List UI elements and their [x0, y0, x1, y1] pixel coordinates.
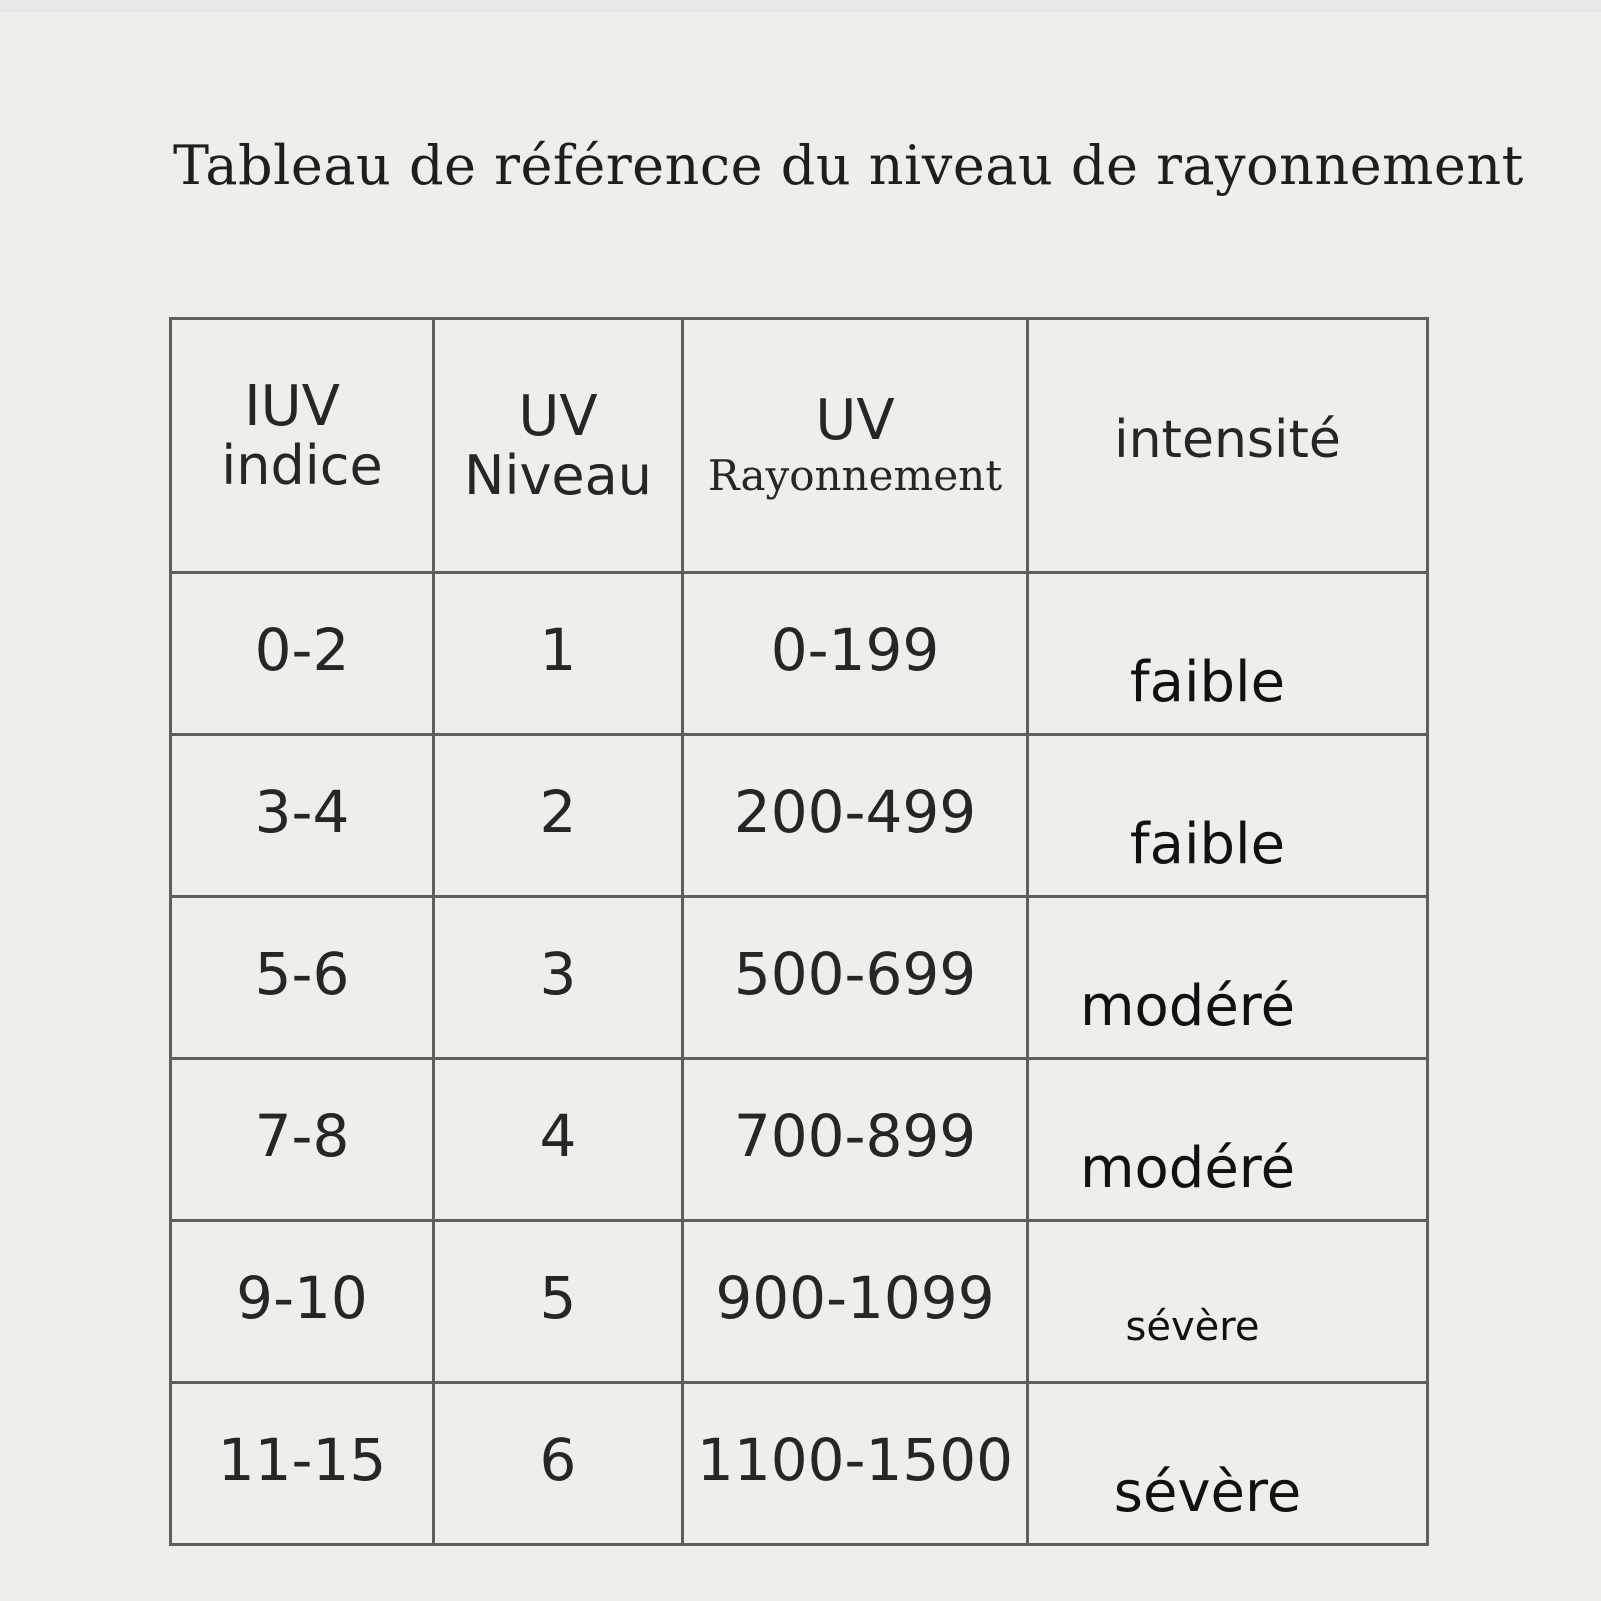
- header-radiation-label: Rayonnement: [707, 450, 1003, 500]
- cell-radiation: 0-199: [683, 573, 1028, 735]
- cell-iuv: 5-6: [171, 897, 434, 1059]
- table-row: [171, 897, 1428, 1059]
- header-uv-radiation-uv-label: UV: [815, 387, 895, 453]
- cell-radiation: 1100-1500: [683, 1383, 1028, 1545]
- table-row: [171, 1221, 1428, 1383]
- header-intensity-label: intensité: [1114, 409, 1341, 470]
- cell-level: 2: [434, 735, 683, 897]
- cell-radiation: 900-1099: [683, 1221, 1028, 1383]
- cell-radiation: 700-899: [683, 1059, 1028, 1221]
- cell-intensity: modéré: [1028, 1059, 1428, 1221]
- cell-iuv: 0-2: [171, 573, 434, 735]
- cell-intensity: sévère: [1028, 1221, 1428, 1383]
- cell-level: 1: [434, 573, 683, 735]
- page-title: Tableau de référence du niveau de rayonnement: [173, 134, 1524, 197]
- header-iuv-label: IUV: [244, 373, 340, 439]
- top-strip: [0, 0, 1601, 12]
- header-iuv-index: [171, 319, 434, 573]
- cell-iuv: 3-4: [171, 735, 434, 897]
- cell-iuv: 9-10: [171, 1221, 434, 1383]
- cell-radiation: 500-699: [683, 897, 1028, 1059]
- cell-level: 5: [434, 1221, 683, 1383]
- cell-radiation: 200-499: [683, 735, 1028, 897]
- table-row: [171, 1059, 1428, 1221]
- table-row: [171, 1383, 1428, 1545]
- cell-intensity: faible: [1028, 735, 1428, 897]
- cell-intensity: sévère: [1028, 1383, 1428, 1545]
- cell-iuv: 11-15: [171, 1383, 434, 1545]
- header-intensity: [1028, 319, 1428, 573]
- cell-intensity: modéré: [1028, 897, 1428, 1059]
- table-row: [171, 573, 1428, 735]
- header-uv-level: [434, 319, 683, 573]
- table-header-row: [171, 319, 1428, 573]
- table-row: [171, 735, 1428, 897]
- header-index-label: indice: [221, 433, 383, 497]
- header-uv-radiation: [683, 319, 1028, 573]
- uv-reference-table: [169, 317, 1429, 1546]
- cell-iuv: 7-8: [171, 1059, 434, 1221]
- cell-level: 3: [434, 897, 683, 1059]
- cell-level: 6: [434, 1383, 683, 1545]
- cell-level: 4: [434, 1059, 683, 1221]
- header-level-label: Niveau: [464, 443, 652, 507]
- header-uv-label: UV: [518, 383, 598, 449]
- cell-intensity: faible: [1028, 573, 1428, 735]
